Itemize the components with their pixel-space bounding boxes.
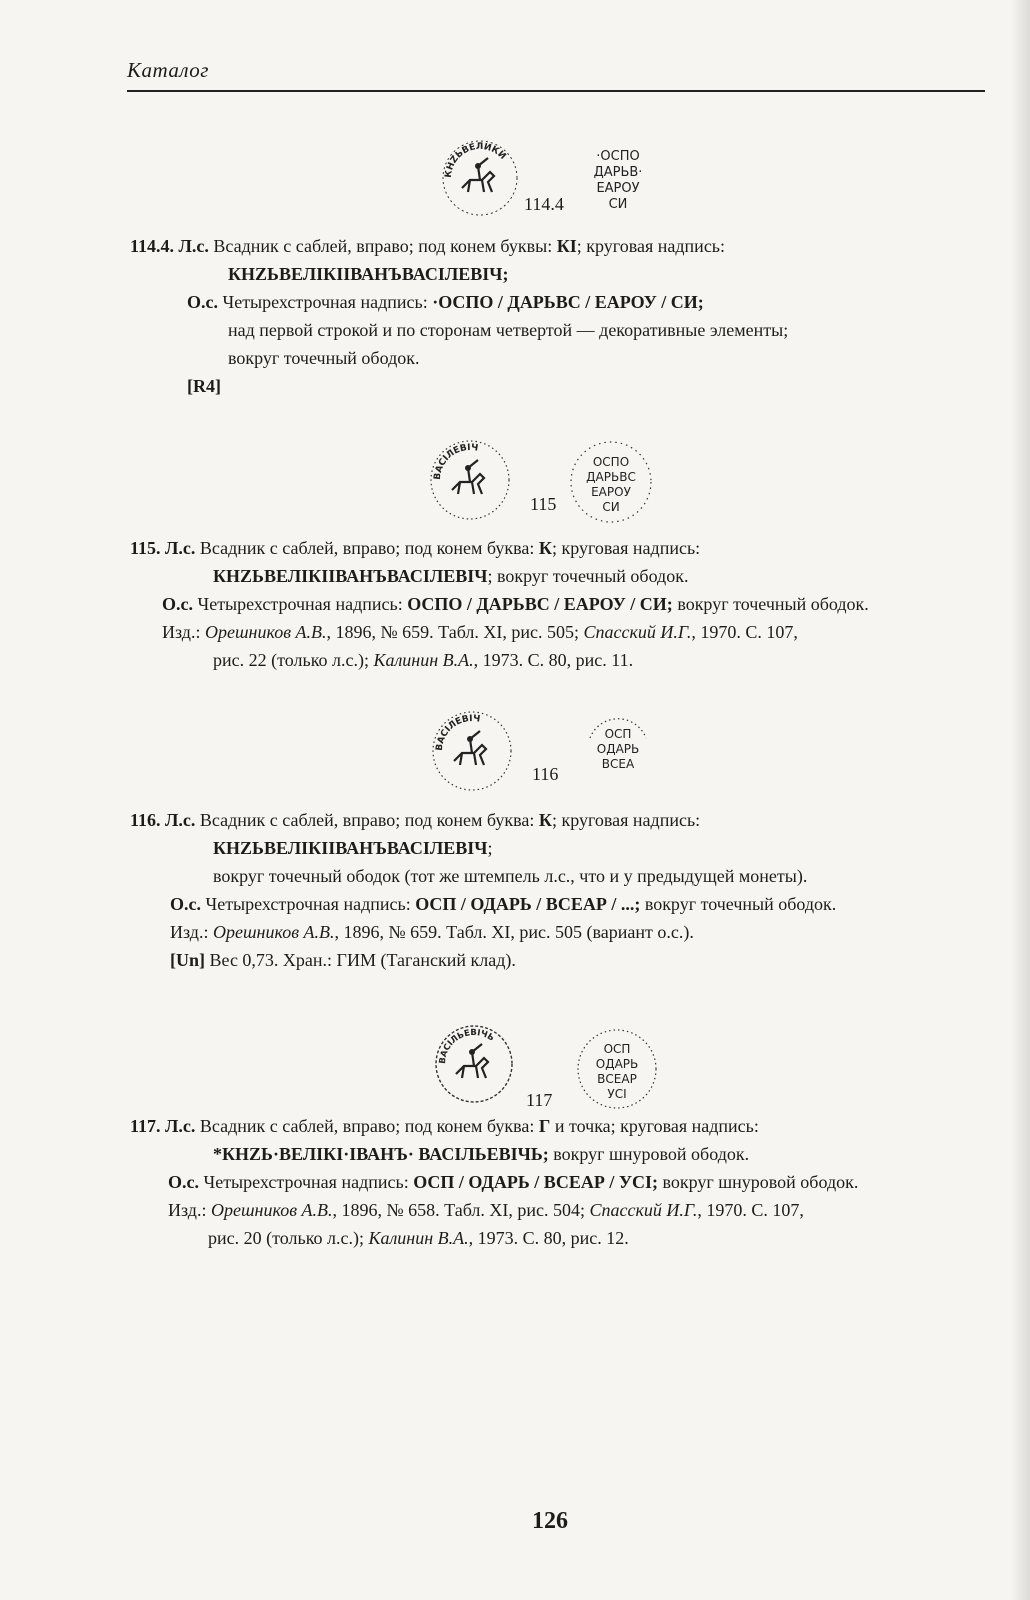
- reverse-label: О.с.: [168, 1172, 199, 1192]
- coin-reverse-image: [574, 1028, 660, 1110]
- svg-text:СИ: СИ: [608, 197, 628, 212]
- svg-text:ОСП: ОСП: [604, 727, 632, 741]
- obverse-letters: Г: [538, 1116, 551, 1136]
- header-title: Каталог: [127, 58, 209, 82]
- coin-figure-117: [432, 1022, 672, 1112]
- publication-author: Калинин В.А.: [373, 650, 474, 670]
- page-number: 126: [532, 1508, 568, 1534]
- coin-reverse-image: [580, 708, 656, 780]
- publication-ref: рис. 20 (только л.с.);: [208, 1228, 364, 1248]
- reverse-description: Четырехстрочная надпись:: [197, 594, 403, 614]
- reverse-legend: ·ОСПО / ДАРЬВС / ЕАРОУ / СИ;: [432, 292, 704, 312]
- publication-ref: рис. 22 (только л.с.);: [213, 650, 369, 670]
- publication-author: Орешников А.В.: [212, 922, 335, 942]
- publication-ref: , 1973. С. 80, рис. 11.: [473, 650, 634, 670]
- rarity-mark: [R4]: [187, 376, 221, 396]
- publication-label: Изд.:: [168, 1200, 207, 1220]
- svg-text:ОСПО: ОСПО: [592, 455, 630, 469]
- figure-label: 116: [532, 764, 559, 784]
- reverse-border-note: вокруг точечный ободок.: [644, 894, 837, 914]
- obverse-note: вокруг точечный ободок (тот же штемпель л.с., что и у предыдущей монеты).: [213, 866, 808, 886]
- reverse-legend: ОСПО / ДАРЬВС / ЕАРОУ / СИ;: [407, 594, 673, 614]
- svg-text:ОДАРЬ: ОДАРЬ: [596, 742, 640, 756]
- obverse-description: Всадник с саблей, вправо; под конем буква:: [199, 538, 535, 558]
- coin-obverse-image: [430, 708, 514, 794]
- obverse-legend: КНZЬВЕЛІКІІВАНЪВАСІЛЕВІЧ: [213, 838, 488, 858]
- obverse-label: Л.с.: [165, 538, 196, 558]
- publication-author: Орешников А.В.: [210, 1200, 333, 1220]
- coin-obverse-image: [440, 136, 520, 220]
- svg-text:СИ: СИ: [602, 500, 620, 514]
- svg-text:ОСП: ОСП: [603, 1042, 631, 1056]
- publication-ref: , 1970. С. 107,: [691, 622, 798, 642]
- obverse-letters: К: [538, 810, 552, 830]
- publication-label: Изд.:: [170, 922, 209, 942]
- publication-author: Спасский И.Г.: [583, 622, 692, 642]
- reverse-description: Четырехстрочная надпись:: [205, 894, 411, 914]
- reverse-legend: ОСП / ОДАРЬ / ВСЕАР / ...;: [415, 894, 641, 914]
- svg-text:ВСЕА: ВСЕА: [601, 757, 635, 771]
- obverse-legend-tail: ; вокруг точечный ободок.: [487, 566, 689, 586]
- publication-ref: , 1896, № 658. Табл. XI, рис. 504;: [332, 1200, 586, 1220]
- obverse-label: Л.с.: [178, 236, 209, 256]
- reverse-legend: ОСП / ОДАРЬ / ВСЕАР / УСІ;: [413, 1172, 659, 1192]
- figure-label: 117: [526, 1090, 553, 1110]
- reverse-note: над первой строкой и по сторонам четвертой — декоративные элементы;: [228, 320, 789, 340]
- reverse-label: О.с.: [187, 292, 218, 312]
- obverse-description: Всадник с саблей, вправо; под конем буква:: [199, 810, 535, 830]
- obverse-legend: *КНZЬ·ВЕЛІКІ·ІВАНЪ· ВАСІЛЬЕВІЧЬ;: [213, 1144, 549, 1164]
- obverse-legend: КНZЬВЕЛІКІІВАНЪВАСІЛЕВІЧ: [213, 566, 488, 586]
- entry-number: 115.: [130, 538, 161, 558]
- entry-number: 117.: [130, 1116, 161, 1136]
- coin-figure-116: [430, 708, 670, 794]
- publication-author: Калинин В.А.: [368, 1228, 469, 1248]
- coin-reverse-image: [568, 440, 654, 524]
- svg-text:ВАСІЛЬЕВІЧЬ: ВАСІЛЬЕВІЧЬ: [437, 1027, 496, 1065]
- svg-text:ЕАРОУ: ЕАРОУ: [591, 485, 631, 499]
- obverse-legend-tail: ;: [487, 838, 493, 858]
- entry-number: 116.: [130, 810, 161, 830]
- publication-author: Спасский И.Г.: [589, 1200, 698, 1220]
- svg-text:КНZЬВЕЛИКИ: КНZЬВЕЛИКИ: [443, 141, 508, 179]
- publication-ref: , 1896, № 659. Табл. XI, рис. 505;: [326, 622, 580, 642]
- publication-ref: , 1970. С. 107,: [697, 1200, 804, 1220]
- figure-label: 115: [530, 494, 557, 514]
- page-edge-shadow: [1010, 0, 1030, 1600]
- coin-obverse-image: [428, 436, 512, 524]
- publication-ref: , 1973. С. 80, рис. 12.: [468, 1228, 629, 1248]
- obverse-description: Всадник с саблей, вправо; под конем буква:: [199, 1116, 535, 1136]
- obverse-label: Л.с.: [165, 810, 196, 830]
- reverse-label: О.с.: [162, 594, 193, 614]
- reverse-description: Четырехстрочная надпись:: [222, 292, 428, 312]
- reverse-description: Четырехстрочная надпись:: [203, 1172, 409, 1192]
- coin-obverse-image: [432, 1022, 516, 1106]
- reverse-border-note: вокруг шнуровой ободок.: [662, 1172, 859, 1192]
- obverse-description-tail: ; круговая надпись:: [576, 236, 726, 256]
- svg-text:УСІ: УСІ: [607, 1087, 627, 1101]
- obverse-letters: КІ: [556, 236, 577, 256]
- obverse-legend: КНZЬВЕЛІКІІВАНЪВАСІЛЕВІЧ;: [228, 264, 509, 284]
- svg-text:ДАРЬВ·: ДАРЬВ·: [593, 165, 643, 180]
- svg-text:ОДАРЬ: ОДАРЬ: [595, 1057, 639, 1071]
- reverse-border-note: вокруг точечный ободок.: [677, 594, 869, 614]
- publication-label: Изд.:: [162, 622, 201, 642]
- svg-text:·ОСПО: ·ОСПО: [596, 149, 640, 164]
- svg-text:ВАСІЛЕВІЧ: ВАСІЛЕВІЧ: [432, 442, 479, 481]
- reverse-border-note: вокруг точечный ободок.: [228, 348, 420, 368]
- obverse-description-tail: ; круговая надпись:: [551, 810, 701, 830]
- reverse-label: О.с.: [170, 894, 201, 914]
- coin-figure-114-4: [440, 136, 670, 220]
- obverse-letters: К: [538, 538, 552, 558]
- obverse-border-note: вокруг шнуровой ободок.: [553, 1144, 750, 1164]
- svg-text:ЕАРОУ: ЕАРОУ: [596, 181, 640, 196]
- entry-number: 114.4.: [130, 236, 175, 256]
- storage-note: Вес 0,73. Хран.: ГИМ (Таганский клад).: [209, 950, 516, 970]
- svg-text:ВСЕАР: ВСЕАР: [597, 1072, 637, 1086]
- obverse-description-tail: и точка; круговая надпись:: [554, 1116, 759, 1136]
- header-rule: [127, 90, 985, 92]
- publication-author: Орешников А.В.: [204, 622, 327, 642]
- publication-ref: , 1896, № 659. Табл. XI, рис. 505 (вариант о.с.).: [334, 922, 694, 942]
- rarity-mark: [Un]: [170, 950, 205, 970]
- svg-text:ДАРЬВС: ДАРЬВС: [586, 470, 636, 484]
- svg-text:ВАСІЛЕВІЧ: ВАСІЛЕВІЧ: [434, 713, 481, 752]
- coin-figure-115: [428, 436, 668, 524]
- running-header: [127, 58, 985, 83]
- obverse-label: Л.с.: [165, 1116, 196, 1136]
- figure-label: 114.4: [524, 194, 564, 214]
- coin-reverse-image: [578, 140, 658, 218]
- obverse-description-tail: ; круговая надпись:: [551, 538, 701, 558]
- obverse-description: Всадник с саблей, вправо; под конем буквы:: [213, 236, 553, 256]
